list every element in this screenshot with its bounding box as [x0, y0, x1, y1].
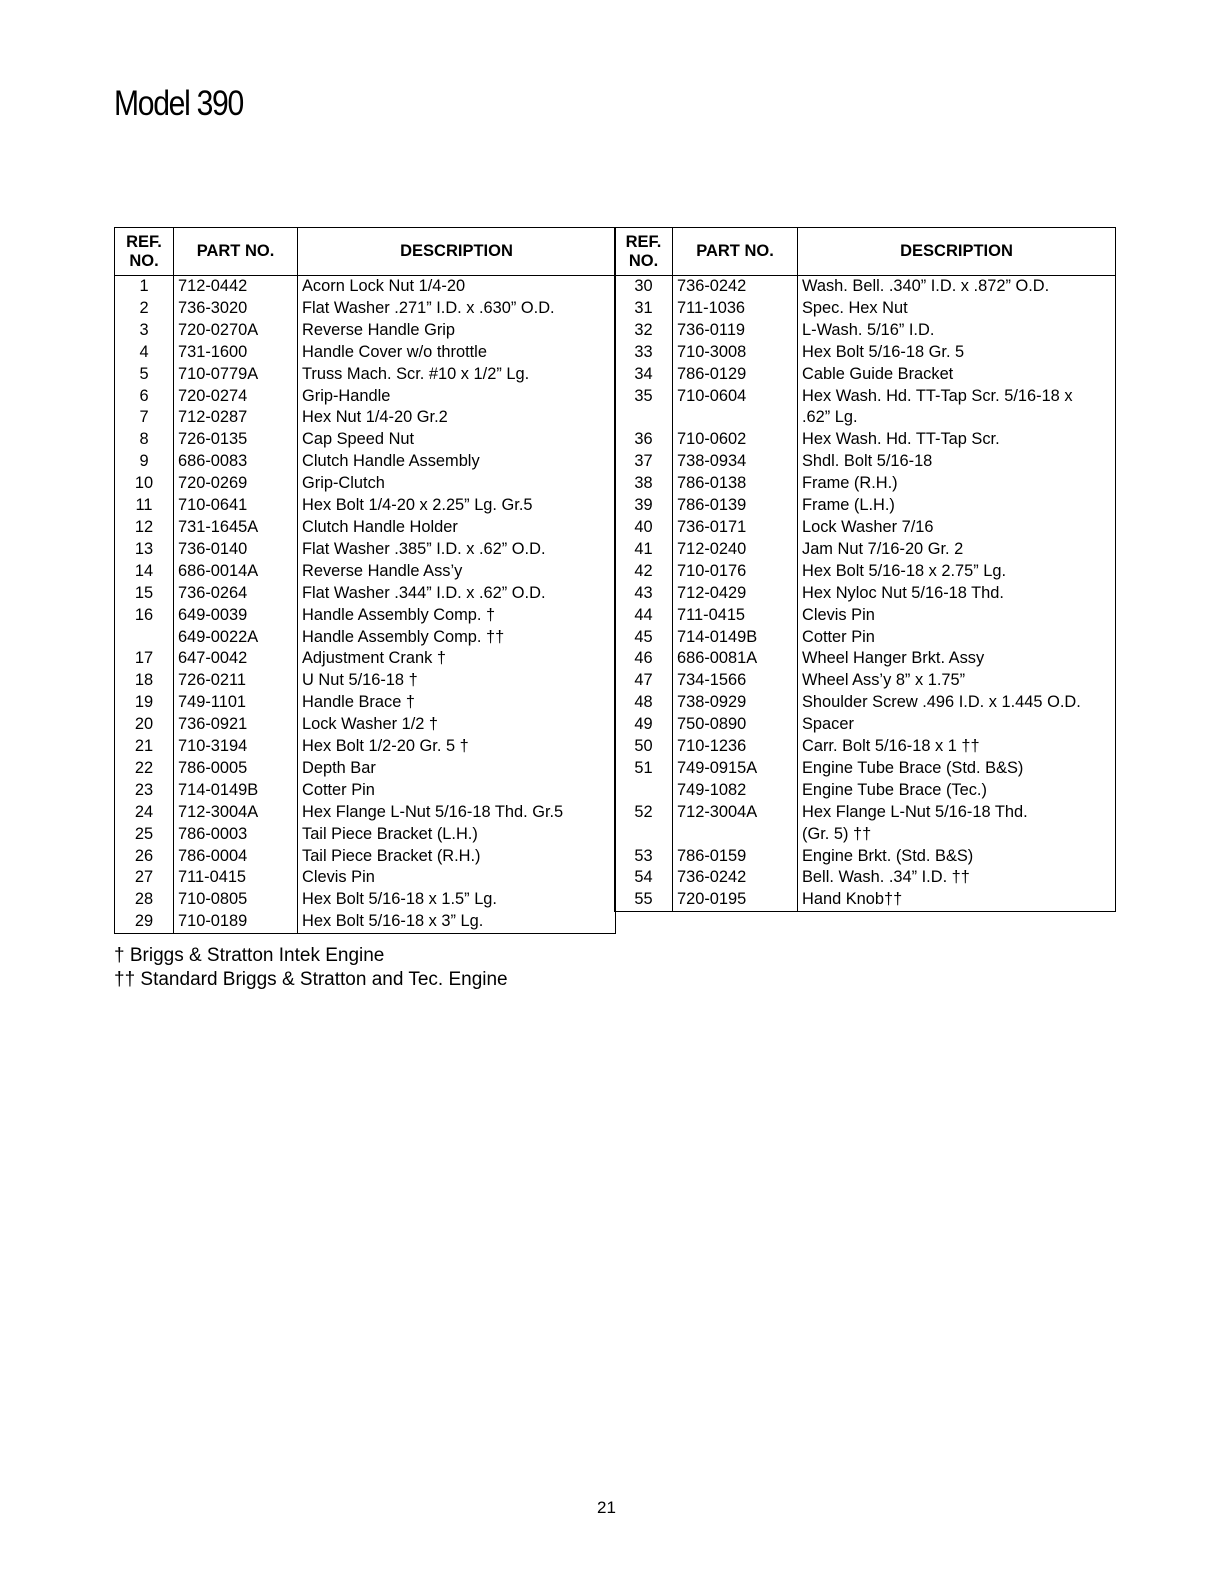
table-row — [115, 648, 616, 670]
table-row — [115, 824, 616, 846]
description-cell: Hand Knob†† — [798, 889, 1116, 911]
description-cell: Spacer — [798, 714, 1116, 736]
footnote-intek: † Briggs & Stratton Intek Engine — [114, 945, 385, 966]
part-no-cell: 749-0915A — [673, 758, 798, 780]
ref-no-cell — [115, 627, 174, 649]
ref-no-cell: 30 — [615, 276, 673, 298]
description-cell: Shdl. Bolt 5/16-18 — [798, 451, 1116, 473]
table-row — [115, 539, 616, 561]
table-row — [615, 407, 1116, 429]
ref-no-cell: 4 — [115, 342, 174, 364]
table-row — [615, 342, 1116, 364]
part-no-cell: 720-0270A — [174, 320, 298, 342]
description-cell: Hex Bolt 5/16-18 Gr. 5 — [798, 342, 1116, 364]
table-row — [615, 451, 1116, 473]
table-row — [615, 605, 1116, 627]
ref-no-cell: 33 — [615, 342, 673, 364]
description-cell: Hex Bolt 1/4-20 x 2.25” Lg. Gr.5 — [298, 495, 616, 517]
part-no-cell: 711-0415 — [174, 867, 298, 889]
table-row — [115, 714, 616, 736]
description-header: DESCRIPTION — [298, 228, 616, 276]
description-cell: Handle Cover w/o throttle — [298, 342, 616, 364]
part-no-cell: 749-1101 — [174, 692, 298, 714]
ref-no-cell: 18 — [115, 670, 174, 692]
ref-no-cell: 35 — [615, 386, 673, 408]
ref-no-cell: 54 — [615, 867, 673, 889]
ref-no-cell: 28 — [115, 889, 174, 911]
description-cell: Adjustment Crank † — [298, 648, 616, 670]
description-cell: Lock Washer 1/2 † — [298, 714, 616, 736]
description-cell: Truss Mach. Scr. #10 x 1/2” Lg. — [298, 364, 616, 386]
part-no-cell: 712-0287 — [174, 407, 298, 429]
part-no-cell: 734-1566 — [673, 670, 798, 692]
description-cell: Spec. Hex Nut — [798, 298, 1116, 320]
ref-no-cell: 16 — [115, 605, 174, 627]
description-cell: Grip-Clutch — [298, 473, 616, 495]
page-number: 21 — [597, 1498, 616, 1517]
table-row — [115, 561, 616, 583]
table-row — [615, 736, 1116, 758]
ref-no-cell: 39 — [615, 495, 673, 517]
part-no-cell: 712-3004A — [673, 802, 798, 824]
part-no-cell: 736-0242 — [673, 867, 798, 889]
description-cell: Flat Washer .344” I.D. x .62” O.D. — [298, 583, 616, 605]
description-cell: Hex Bolt 5/16-18 x 2.75” Lg. — [798, 561, 1116, 583]
part-no-cell: 720-0195 — [673, 889, 798, 911]
description-cell: Flat Washer .385” I.D. x .62” O.D. — [298, 539, 616, 561]
part-no-cell: 736-0171 — [673, 517, 798, 539]
table-row — [615, 386, 1116, 408]
description-cell: Carr. Bolt 5/16-18 x 1 †† — [798, 736, 1116, 758]
table-row — [115, 495, 616, 517]
description-cell: Lock Washer 7/16 — [798, 517, 1116, 539]
part-no-cell — [673, 824, 798, 846]
part-no-cell: 720-0269 — [174, 473, 298, 495]
table-row — [615, 320, 1116, 342]
table-row — [115, 911, 616, 933]
part-no-cell: 712-0442 — [174, 276, 298, 298]
table-row — [615, 561, 1116, 583]
table-row — [115, 276, 616, 298]
description-cell: Engine Brkt. (Std. B&S) — [798, 846, 1116, 868]
ref-no-cell: 50 — [615, 736, 673, 758]
table-row — [115, 320, 616, 342]
ref-no-cell: 8 — [115, 429, 174, 451]
ref-no-cell: 7 — [115, 407, 174, 429]
part-no-cell: 738-0929 — [673, 692, 798, 714]
part-no-cell: 710-0641 — [174, 495, 298, 517]
ref-no-cell: 26 — [115, 846, 174, 868]
description-cell: Cotter Pin — [798, 627, 1116, 649]
description-cell: Engine Tube Brace (Tec.) — [798, 780, 1116, 802]
table-row — [115, 605, 616, 627]
table-row — [115, 670, 616, 692]
table-row — [115, 451, 616, 473]
ref-no-cell: 40 — [615, 517, 673, 539]
ref-no-cell: 25 — [115, 824, 174, 846]
part-no-cell: 736-0242 — [673, 276, 798, 298]
part-no-cell: 711-1036 — [673, 298, 798, 320]
description-cell: Handle Assembly Comp. † — [298, 605, 616, 627]
ref-no-cell: 41 — [615, 539, 673, 561]
table-row — [115, 627, 616, 649]
description-cell: .62” Lg. — [798, 407, 1116, 429]
part-no-cell: 649-0039 — [174, 605, 298, 627]
table-header-row — [615, 228, 1116, 276]
ref-no-cell: 48 — [615, 692, 673, 714]
ref-no-cell: 47 — [615, 670, 673, 692]
table-row — [115, 736, 616, 758]
ref-no-cell: 10 — [115, 473, 174, 495]
part-no-cell: 710-0779A — [174, 364, 298, 386]
part-no-cell: 712-0429 — [673, 583, 798, 605]
ref-no-cell: 21 — [115, 736, 174, 758]
ref-no-cell: 19 — [115, 692, 174, 714]
ref-no-cell: 31 — [615, 298, 673, 320]
description-cell: Clutch Handle Holder — [298, 517, 616, 539]
part-no-cell: 736-0921 — [174, 714, 298, 736]
table-row — [615, 473, 1116, 495]
description-cell: Clevis Pin — [298, 867, 616, 889]
description-cell: Wheel Hanger Brkt. Assy — [798, 648, 1116, 670]
ref-no-cell: 20 — [115, 714, 174, 736]
ref-no-cell: 23 — [115, 780, 174, 802]
description-cell: Reverse Handle Grip — [298, 320, 616, 342]
page-title: Model 390 — [114, 84, 243, 123]
part-no-cell: 736-0119 — [673, 320, 798, 342]
description-cell: Depth Bar — [298, 758, 616, 780]
table-row — [115, 692, 616, 714]
table-row — [115, 517, 616, 539]
table-row — [615, 780, 1116, 802]
part-no-cell: 720-0274 — [174, 386, 298, 408]
part-no-cell: 686-0014A — [174, 561, 298, 583]
ref-no-cell — [615, 824, 673, 846]
table-header-row — [115, 228, 616, 276]
description-cell: Cotter Pin — [298, 780, 616, 802]
description-cell: Hex Flange L-Nut 5/16-18 Thd. — [798, 802, 1116, 824]
part-no-cell: 647-0042 — [174, 648, 298, 670]
part-no-cell: 712-3004A — [174, 802, 298, 824]
table-row — [115, 583, 616, 605]
table-row — [115, 758, 616, 780]
table-row — [615, 802, 1116, 824]
description-cell: Flat Washer .271” I.D. x .630” O.D. — [298, 298, 616, 320]
footnote-standard: †† Standard Briggs & Stratton and Tec. Engine — [114, 969, 508, 990]
description-cell: Frame (L.H.) — [798, 495, 1116, 517]
ref-no-cell: 49 — [615, 714, 673, 736]
table-row — [115, 473, 616, 495]
description-cell: Wash. Bell. .340” I.D. x .872” O.D. — [798, 276, 1116, 298]
parts-table-left — [114, 227, 616, 934]
description-cell: Hex Bolt 5/16-18 x 3” Lg. — [298, 911, 616, 933]
table-row — [615, 298, 1116, 320]
description-cell: Hex Wash. Hd. TT-Tap Scr. — [798, 429, 1116, 451]
part-no-cell: 786-0004 — [174, 846, 298, 868]
ref-no-cell: 34 — [615, 364, 673, 386]
part-no-cell: 710-0602 — [673, 429, 798, 451]
part-no-cell: 726-0135 — [174, 429, 298, 451]
part-no-cell: 736-0140 — [174, 539, 298, 561]
description-cell: (Gr. 5) †† — [798, 824, 1116, 846]
table-row — [615, 692, 1116, 714]
table-row — [615, 583, 1116, 605]
part-no-cell: 750-0890 — [673, 714, 798, 736]
part-no-cell: 710-1236 — [673, 736, 798, 758]
description-cell: Tail Piece Bracket (R.H.) — [298, 846, 616, 868]
description-cell: Cable Guide Bracket — [798, 364, 1116, 386]
part-no-cell: 786-0139 — [673, 495, 798, 517]
part-no-cell: 714-0149B — [673, 627, 798, 649]
description-cell: U Nut 5/16-18 † — [298, 670, 616, 692]
part-no-cell: 711-0415 — [673, 605, 798, 627]
ref-no-cell: 44 — [615, 605, 673, 627]
table-row — [115, 298, 616, 320]
description-cell: L-Wash. 5/16” I.D. — [798, 320, 1116, 342]
description-cell: Wheel Ass’y 8” x 1.75” — [798, 670, 1116, 692]
ref-no-cell: 3 — [115, 320, 174, 342]
table-row — [615, 846, 1116, 868]
table-row — [615, 714, 1116, 736]
ref-no-cell: 5 — [115, 364, 174, 386]
ref-no-cell: 36 — [615, 429, 673, 451]
description-cell: Hex Flange L-Nut 5/16-18 Thd. Gr.5 — [298, 802, 616, 824]
description-cell: Grip-Handle — [298, 386, 616, 408]
table-row — [115, 429, 616, 451]
part-no-cell: 749-1082 — [673, 780, 798, 802]
part-no-cell: 710-0604 — [673, 386, 798, 408]
description-cell: Hex Wash. Hd. TT-Tap Scr. 5/16-18 x — [798, 386, 1116, 408]
table-row — [115, 342, 616, 364]
description-cell: Shoulder Screw .496 I.D. x 1.445 O.D. — [798, 692, 1116, 714]
ref-no-cell: 53 — [615, 846, 673, 868]
table-row — [115, 407, 616, 429]
ref-no-cell: 24 — [115, 802, 174, 824]
part-no-cell: 710-0189 — [174, 911, 298, 933]
description-cell: Tail Piece Bracket (L.H.) — [298, 824, 616, 846]
table-row — [615, 276, 1116, 298]
ref-no-cell: 22 — [115, 758, 174, 780]
table-row — [615, 867, 1116, 889]
part-no-cell: 736-0264 — [174, 583, 298, 605]
ref-no-cell: 38 — [615, 473, 673, 495]
table-row — [615, 429, 1116, 451]
table-row — [115, 386, 616, 408]
table-row — [615, 824, 1116, 846]
table-row — [615, 627, 1116, 649]
part-no-cell: 786-0005 — [174, 758, 298, 780]
ref-no-cell: 13 — [115, 539, 174, 561]
part-no-cell: 786-0138 — [673, 473, 798, 495]
part-no-cell: 738-0934 — [673, 451, 798, 473]
table-row — [115, 889, 616, 911]
ref-no-cell: 45 — [615, 627, 673, 649]
description-cell: Jam Nut 7/16-20 Gr. 2 — [798, 539, 1116, 561]
part-no-cell: 714-0149B — [174, 780, 298, 802]
description-cell: Hex Nyloc Nut 5/16-18 Thd. — [798, 583, 1116, 605]
description-cell: Acorn Lock Nut 1/4-20 — [298, 276, 616, 298]
ref-no-cell: 43 — [615, 583, 673, 605]
description-cell: Engine Tube Brace (Std. B&S) — [798, 758, 1116, 780]
ref-no-cell: 27 — [115, 867, 174, 889]
table-row — [615, 495, 1116, 517]
description-cell: Frame (R.H.) — [798, 473, 1116, 495]
part-no-cell: 710-3008 — [673, 342, 798, 364]
part-no-header: PART NO. — [673, 228, 798, 276]
table-row — [615, 364, 1116, 386]
part-no-cell: 786-0159 — [673, 846, 798, 868]
ref-no-cell: 9 — [115, 451, 174, 473]
description-cell: Reverse Handle Ass’y — [298, 561, 616, 583]
table-row — [115, 867, 616, 889]
part-no-cell: 710-0176 — [673, 561, 798, 583]
ref-no-cell — [615, 780, 673, 802]
part-no-cell: 786-0003 — [174, 824, 298, 846]
parts-table-right — [614, 227, 1116, 912]
ref-no-cell: 15 — [115, 583, 174, 605]
description-cell: Bell. Wash. .34” I.D. †† — [798, 867, 1116, 889]
part-no-cell: 731-1645A — [174, 517, 298, 539]
description-cell: Handle Brace † — [298, 692, 616, 714]
part-no-cell: 736-3020 — [174, 298, 298, 320]
ref-no-cell: 11 — [115, 495, 174, 517]
part-no-cell: 726-0211 — [174, 670, 298, 692]
ref-no-cell: 29 — [115, 911, 174, 933]
description-cell: Clutch Handle Assembly — [298, 451, 616, 473]
part-no-cell: 710-3194 — [174, 736, 298, 758]
footnotes — [114, 944, 508, 992]
table-row — [115, 846, 616, 868]
description-cell: Cap Speed Nut — [298, 429, 616, 451]
ref-no-cell: 17 — [115, 648, 174, 670]
part-no-cell: 710-0805 — [174, 889, 298, 911]
table-row — [615, 517, 1116, 539]
part-no-cell: 731-1600 — [174, 342, 298, 364]
ref-no-cell: 46 — [615, 648, 673, 670]
description-cell: Hex Nut 1/4-20 Gr.2 — [298, 407, 616, 429]
ref-no-cell: 42 — [615, 561, 673, 583]
ref-no-cell: 37 — [615, 451, 673, 473]
ref-no-cell: 6 — [115, 386, 174, 408]
part-no-cell: 786-0129 — [673, 364, 798, 386]
description-cell: Hex Bolt 5/16-18 x 1.5” Lg. — [298, 889, 616, 911]
table-row — [615, 648, 1116, 670]
part-no-header: PART NO. — [174, 228, 298, 276]
table-row — [115, 780, 616, 802]
table-row — [615, 539, 1116, 561]
ref-no-header: REF. NO. — [615, 228, 673, 276]
ref-no-cell: 55 — [615, 889, 673, 911]
part-no-cell: 686-0083 — [174, 451, 298, 473]
description-header: DESCRIPTION — [798, 228, 1116, 276]
part-no-cell: 649-0022A — [174, 627, 298, 649]
table-row — [615, 889, 1116, 911]
ref-no-cell: 32 — [615, 320, 673, 342]
part-no-cell: 686-0081A — [673, 648, 798, 670]
part-no-cell — [673, 407, 798, 429]
description-cell: Handle Assembly Comp. †† — [298, 627, 616, 649]
table-row — [115, 802, 616, 824]
table-row — [615, 670, 1116, 692]
description-cell: Clevis Pin — [798, 605, 1116, 627]
part-no-cell: 712-0240 — [673, 539, 798, 561]
ref-no-cell: 14 — [115, 561, 174, 583]
ref-no-cell: 1 — [115, 276, 174, 298]
description-cell: Hex Bolt 1/2-20 Gr. 5 † — [298, 736, 616, 758]
ref-no-cell: 51 — [615, 758, 673, 780]
table-row — [115, 364, 616, 386]
ref-no-header: REF. NO. — [115, 228, 174, 276]
ref-no-cell: 2 — [115, 298, 174, 320]
table-row — [615, 758, 1116, 780]
ref-no-cell — [615, 407, 673, 429]
ref-no-cell: 52 — [615, 802, 673, 824]
ref-no-cell: 12 — [115, 517, 174, 539]
